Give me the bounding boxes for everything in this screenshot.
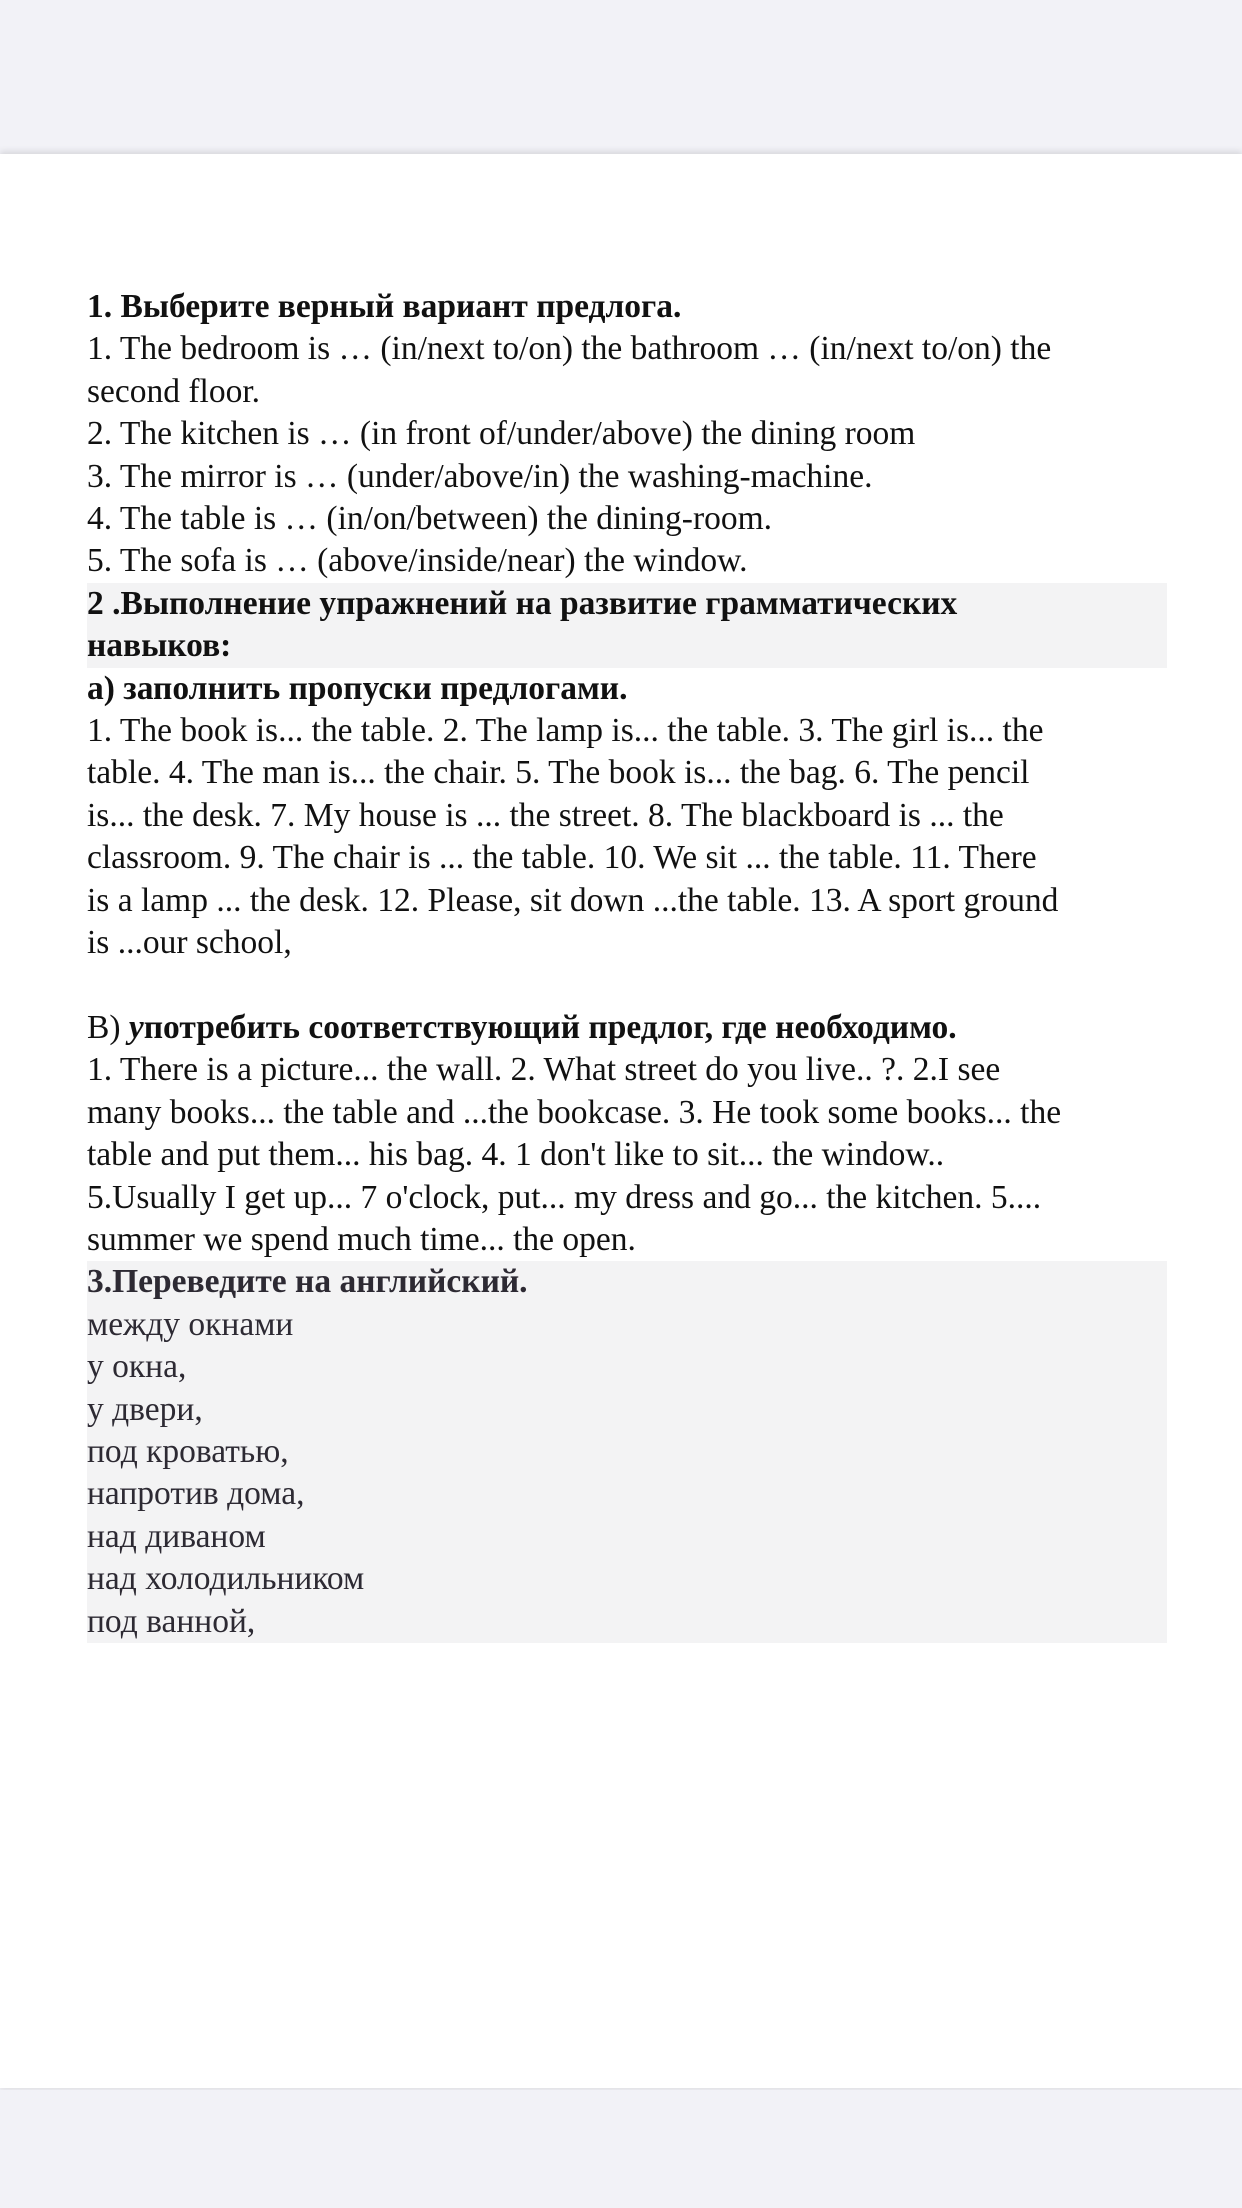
section-2a-line: table. 4. The man is... the chair. 5. The book is... the bag. 6. The pencil bbox=[87, 754, 1030, 792]
section-2b-line: table and put them... his bag. 4. 1 don't like to sit... the window.. bbox=[87, 1136, 945, 1174]
section-1 bbox=[87, 286, 1167, 583]
section-1-line: 1. The bedroom is … (in/next to/on) the bathroom … (in/next to/on) the bbox=[87, 330, 1052, 368]
section-2b-heading bbox=[87, 1007, 1167, 1049]
section-3 bbox=[87, 1261, 1167, 1643]
translation-item: у двери, bbox=[87, 1390, 203, 1428]
section-2b-line: summer we spend much time... the open. bbox=[87, 1220, 636, 1258]
translation-item: над диваном bbox=[87, 1517, 266, 1555]
section-2-heading-block bbox=[87, 583, 1167, 668]
translation-item: у окна, bbox=[87, 1348, 187, 1386]
section-1-line: 5. The sofa is … (above/inside/near) the window. bbox=[87, 542, 748, 580]
section-2b-line: many books... the table and ...the bookcase. 3. He took some books... the bbox=[87, 1093, 1062, 1131]
translation-item: над холодильником bbox=[87, 1560, 365, 1598]
section-1-line: 2. The kitchen is … (in front of/under/above) the dining room bbox=[87, 415, 916, 453]
section-1-line: second floor. bbox=[87, 372, 261, 410]
section-2a-heading: а) заполнить пропуски предлогами. bbox=[87, 669, 628, 707]
section-2-heading: 2 .Выполнение упражнений на развитие грамматических bbox=[87, 584, 958, 622]
section-1-line: 3. The mirror is … (under/above/in) the washing-machine. bbox=[87, 457, 873, 495]
section-2b-heading-rest: потребить соответствующий предлог, где необходимо. bbox=[143, 1008, 957, 1046]
section-2a bbox=[87, 668, 1167, 965]
section-2a-line: 1. The book is... the table. 2. The lamp is... the table. 3. The girl is... the bbox=[87, 712, 1044, 750]
section-2b-line: 1. There is a picture... the wall. 2. What street do you live.. ?. 2.I see bbox=[87, 1051, 1001, 1089]
top-toolbar-area bbox=[0, 0, 1242, 152]
blank-line bbox=[87, 965, 1167, 1007]
section-2b-line: 5.Usually I get up... 7 o'clock, put... my dress and go... the kitchen. 5.... bbox=[87, 1178, 1042, 1216]
section-2b-heading-italic: у bbox=[128, 1008, 144, 1046]
section-2a-line: is... the desk. 7. My house is ... the street. 8. The blackboard is ... the bbox=[87, 796, 1004, 834]
bottom-toolbar-area bbox=[0, 2090, 1242, 2208]
section-2b-heading-prefix: В) bbox=[87, 1008, 129, 1046]
section-3-heading: 3.Переведите на английский. bbox=[87, 1263, 528, 1301]
section-2a-line: classroom. 9. The chair is ... the table. 10. We sit ... the table. 11. There bbox=[87, 839, 1037, 877]
document-content bbox=[87, 286, 1167, 1643]
translation-item: напротив дома, bbox=[87, 1475, 305, 1513]
translation-item: под кроватью, bbox=[87, 1432, 289, 1470]
section-2b bbox=[87, 1007, 1167, 1261]
section-2a-line: is a lamp ... the desk. 12. Please, sit down ...the table. 13. A sport ground bbox=[87, 881, 1059, 919]
section-1-heading: 1. Выберите верный вариант предлога. bbox=[87, 288, 682, 325]
translation-item: под ванной, bbox=[87, 1602, 256, 1640]
section-2a-line: is ...our school, bbox=[87, 924, 292, 962]
section-1-line: 4. The table is … (in/on/between) the dining-room. bbox=[87, 500, 773, 538]
translation-item: между окнами bbox=[87, 1305, 294, 1343]
section-2-heading-cont: навыков: bbox=[87, 627, 232, 665]
